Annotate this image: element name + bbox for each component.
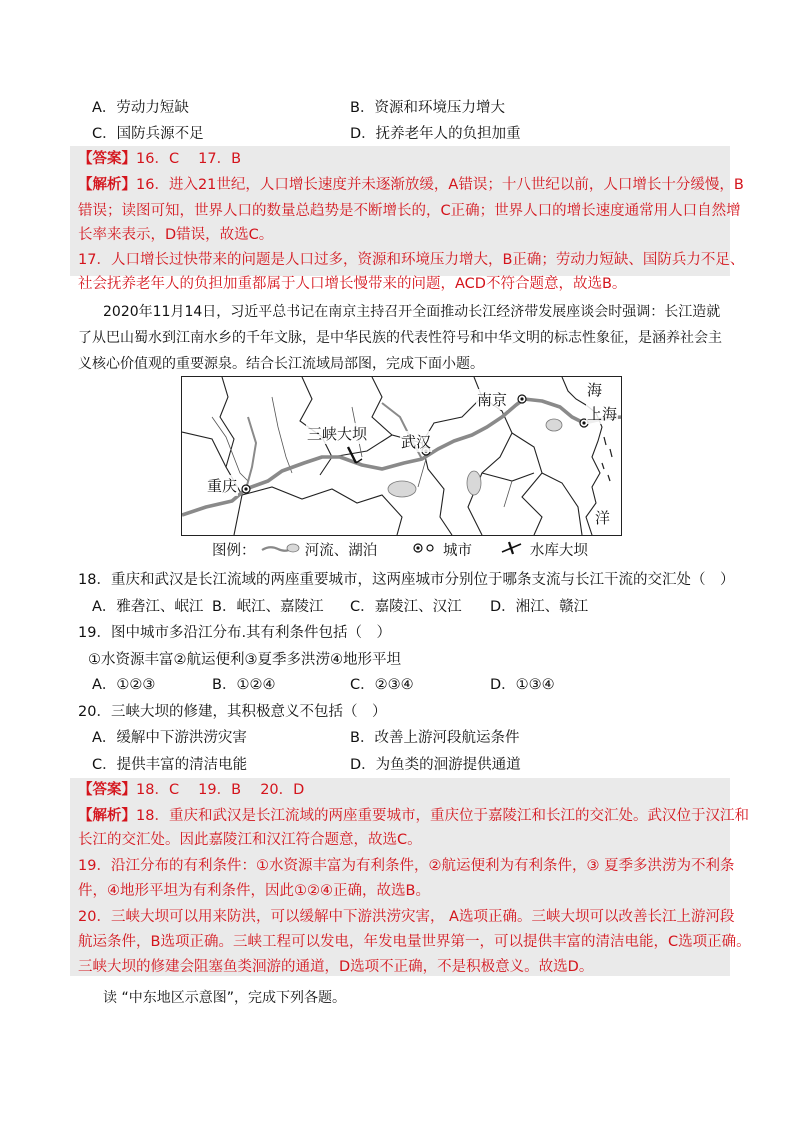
option-d: D．抚养老年人的负担加重 bbox=[350, 126, 521, 142]
analysis-tag: 【解析】 bbox=[78, 177, 136, 193]
analysis-line: 社会抚养老年人的负担加重都属于人口增长慢带来的问题，ACD不符合题意，故选B。 bbox=[78, 276, 627, 292]
label-sanxia-dam: 三峡大坝 bbox=[307, 425, 368, 443]
analysis-line: 19．沿江分布的有利条件：①水资源丰富为有利条件，②航运便利为有利条件，③ 夏季多洪涝为不利条 bbox=[78, 858, 735, 874]
analysis-line bbox=[78, 806, 749, 826]
analysis-tag: 【解析】 bbox=[78, 808, 136, 824]
legend-dam: 水库大坝 bbox=[529, 543, 588, 559]
answer-line-2 bbox=[78, 780, 304, 800]
analysis-line: 件，④地形平坦为有利条件，因此①②④正确，故选B。 bbox=[78, 883, 430, 899]
dam-icon bbox=[499, 540, 525, 562]
yangtze-map bbox=[181, 376, 622, 536]
question-18-stem: 18．重庆和武汉是长江流域的两座重要城市，这两座城市分别位于哪条支流与长江干流的交汇处（ ） bbox=[78, 572, 735, 588]
intro-line: 了从巴山蜀水到江南水乡的千年文脉，是中华民族的代表性符号和中华文明的标志性象征，是涵养社会主 bbox=[78, 330, 722, 346]
option-b: B．岷江、嘉陵江 bbox=[212, 599, 324, 615]
label-chongqing: 重庆 bbox=[207, 477, 238, 495]
analysis-line: 20．三峡大坝可以用来防洪，可以缓解中下游洪涝灾害， A选项正确。三峡大坝可以改善长江上游河段 bbox=[78, 909, 735, 925]
option-a: A．缓解中下游洪涝灾害 bbox=[92, 730, 247, 746]
answer-line-1 bbox=[78, 149, 241, 169]
label-nanjing: 南京 bbox=[477, 391, 508, 409]
analysis-line: 航运条件，B选项正确。三峡工程可以发电，年发电量世界第一，可以提供丰富的清洁电能，C选项正确。 bbox=[78, 934, 751, 950]
intro-line: 2020年11月14日，习近平总书记在南京主持召开全面推动长江经济带发展座谈会时强调：长江造就 bbox=[103, 304, 721, 320]
analysis-line: 三峡大坝的修建会阻塞鱼类洄游的通道，D选项不正确，不是积极意义。故选D。 bbox=[78, 959, 594, 975]
analysis-line: 长江的交汇处。因此嘉陵江和汉江符合题意，故选C。 bbox=[78, 832, 422, 848]
analysis-line: 错误；读图可知，世界人口的数量总趋势是不断增长的，C正确；世界人口的增长速度通常用人口自然增 bbox=[78, 203, 741, 219]
intro-line: 义核心价值观的重要源泉。结合长江流域局部图，完成下面小题。 bbox=[78, 356, 484, 372]
analysis-text: 16．进入21世纪，人口增长速度并未逐渐放缓，A错误；十八世纪以前，人口增长十分缓慢，B bbox=[136, 177, 744, 193]
option-a: A．劳动力短缺 bbox=[92, 100, 189, 116]
answer-text: 16．C 17．B bbox=[136, 151, 242, 167]
option-c: C．提供丰富的清洁电能 bbox=[92, 757, 248, 773]
legend-city: 城市 bbox=[443, 543, 473, 559]
option-b: B．改善上游河段航运条件 bbox=[350, 730, 520, 746]
option-d: D．①③④ bbox=[490, 677, 555, 693]
option-c: C．国防兵源不足 bbox=[92, 126, 204, 142]
analysis-line: 17．人口增长过快带来的问题是人口过多，资源和环境压力增大，B正确；劳动力短缺、国防兵力不足、 bbox=[78, 252, 745, 268]
river-lake-icon bbox=[260, 541, 300, 561]
answer-tag: 【答案】 bbox=[78, 151, 136, 167]
label-wuhan: 武汉 bbox=[401, 433, 432, 451]
question-20-stem: 20．三峡大坝的修建，其积极意义不包括（ ） bbox=[78, 704, 387, 720]
analysis-line: 长率来表示，D错误，故选C。 bbox=[78, 227, 274, 243]
option-b: B．资源和环境压力增大 bbox=[350, 100, 505, 116]
answer-tag: 【答案】 bbox=[78, 782, 136, 798]
city-icon bbox=[412, 541, 438, 561]
question-19-items: ①水资源丰富②航运便利③夏季多洪涝④地形平坦 bbox=[88, 652, 401, 668]
option-a: A．①②③ bbox=[92, 677, 156, 693]
question-19-stem: 19．图中城市多沿江分布.其有利条件包括（ ） bbox=[78, 625, 392, 641]
option-a: A．雅砻江、岷江 bbox=[92, 599, 204, 615]
option-c: C．②③④ bbox=[350, 677, 414, 693]
legend-prefix: 图例： bbox=[212, 543, 256, 559]
option-d: D．湘江、赣江 bbox=[490, 599, 589, 615]
analysis-text: 18．重庆和武汉是长江流域的两座重要城市，重庆位于嘉陵江和长江的交汇处。武汉位于汉江和 bbox=[136, 808, 749, 824]
analysis-line bbox=[78, 175, 744, 195]
label-shanghai: 上海 bbox=[587, 405, 618, 423]
next-question-intro: 读 “中东地区示意图”，完成下列各题。 bbox=[103, 990, 346, 1006]
option-c: C．嘉陵江、汉江 bbox=[350, 599, 462, 615]
legend-river: 河流、湖泊 bbox=[304, 543, 378, 559]
label-yang: 洋 bbox=[595, 509, 611, 527]
map-drawing bbox=[182, 377, 621, 535]
option-d: D．为鱼类的洄游提供通道 bbox=[350, 757, 521, 773]
map-legend bbox=[212, 540, 588, 562]
answer-text: 18．C 19．B 20．D bbox=[136, 782, 305, 798]
option-b: B．①②④ bbox=[212, 677, 276, 693]
label-hai: 海 bbox=[587, 381, 603, 399]
